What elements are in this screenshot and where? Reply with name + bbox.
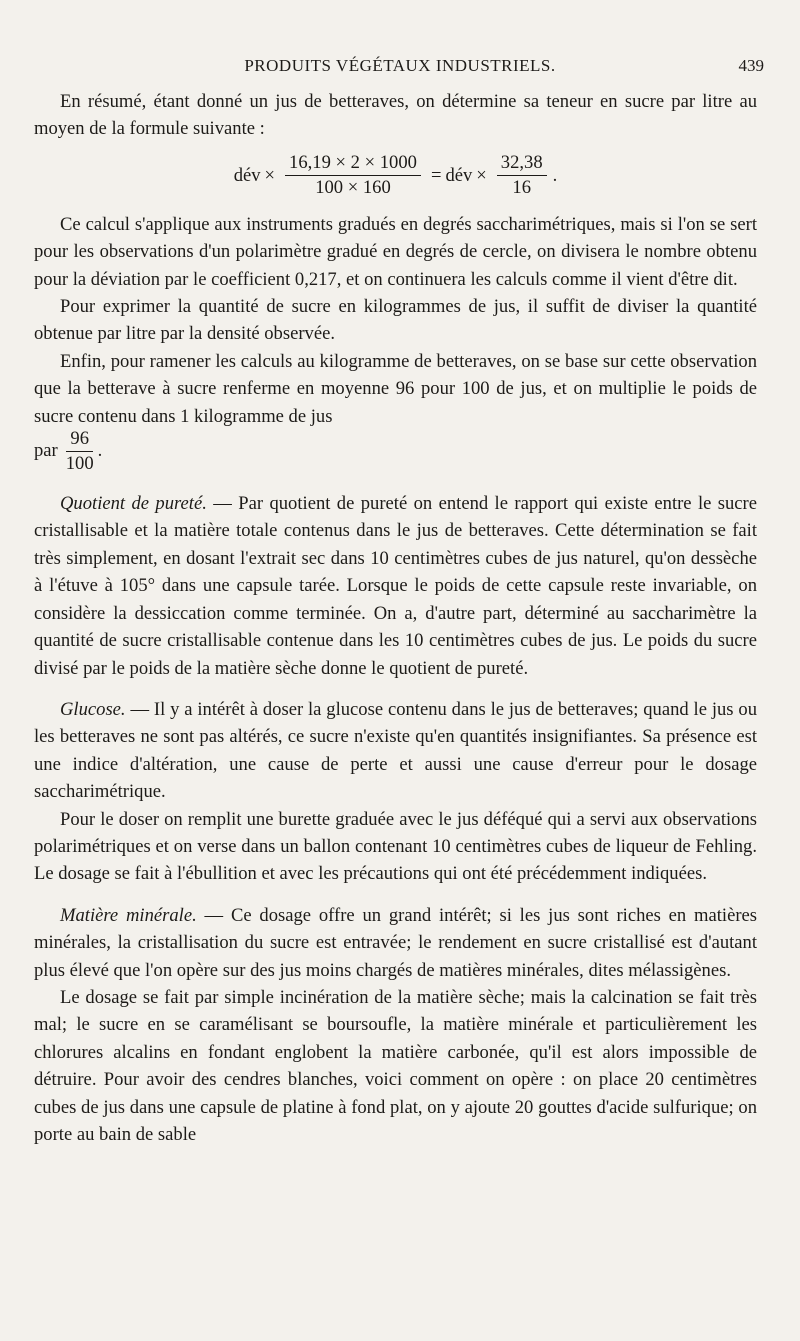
text-mineral: — Ce dosage offre un grand intérêt; si les jus sont riches en matières minérales, la cristallisation du sucre est entravée; le rendement en sucre cristallisé est d'autant plus élevé que l'on opère sur des jus moins chargés de matières minérales, dites mélassigènes. — [34, 904, 758, 981]
paragraph-beet-ratio: Enfin, pour ramener les calculs au kilogramme de betteraves, on se base sur cette observation que la betterave à sucre renferme en moyenne 96 pour 100 de jus, et on multiplie le poids de sucre contenu dans 1 kilogramme de jus — [34, 350, 757, 427]
text-glucose: — Il y a intérêt à doser la glucose contenu dans le jus de betteraves; quand le jus ou les betteraves ne sont pas altérés, ce sucre n'existe qu'en quantités insignifiantes. Sa présence est une indice d'altération, une cause de perte et aussi une cause d'erreur pour le dosage saccharimétrique. — [34, 698, 757, 803]
formula-dev-2: dév — [445, 165, 473, 187]
formula-fraction-1 — [285, 152, 421, 199]
formula-numerator-2: 32,38 — [497, 152, 547, 176]
formula-dev-1: dév — [233, 165, 261, 187]
body-text — [34, 88, 757, 1148]
paragraph-incineration: Le dosage se fait par simple incinération de la matière sèche; mais la calcination se fait très mal; le sucre en se caramélisant se boursoufle, la matière minérale et particulièrement les chlorures alcalins en fondant englobent la matière carbonée, qu'il est alors impossible de détruire. Pour avoir des cendres blanches, voici comment on opère : on place 20 centimètres cubes de jus dans une capsule de platine à fond plat, on y ajoute 20 gouttes d'acide sulfurique; on porte au bain de sable — [34, 986, 757, 1145]
fraction-96-100 — [62, 428, 98, 475]
formula-times-2: × — [476, 165, 487, 187]
paragraph-summary: En résumé, étant donné un jus de betteraves, on détermine sa teneur en sucre par litre au moyen de la formule suivante : — [34, 91, 757, 140]
paragraph-purity — [34, 490, 757, 682]
page-number: 439 — [738, 56, 764, 75]
fraction-prefix: par — [34, 440, 58, 462]
formula-equals: = — [430, 165, 442, 187]
heading-purity: Quotient de pureté. — [60, 493, 207, 515]
formula-denominator-1: 100 × 160 — [315, 177, 391, 199]
paragraph-kilograms: Pour exprimer la quantité de sucre en kilogrammes de jus, il suffit de diviser la quantité obtenue par litre par la densité observée. — [34, 296, 757, 345]
fraction-denominator: 100 — [65, 452, 94, 474]
paragraph-mineral — [34, 902, 757, 984]
page-header — [36, 56, 764, 82]
paragraph-calculation: Ce calcul s'applique aux instruments gradués en degrés saccharimétriques, mais si l'on se sert pour les observations d'un polarimètre gradué en degrés de cercle, on divisera le nombre obtenu pour la déviation par le coefficient 0,217, et on continuera les calculs comme il vient d'être dit. — [34, 213, 757, 290]
fraction-line — [34, 426, 757, 476]
formula-times-1: × — [264, 165, 276, 187]
heading-mineral: Matière minérale. — [60, 904, 197, 926]
running-title: PRODUITS VÉGÉTAUX INDUSTRIELS. — [244, 56, 556, 75]
fraction-numerator: 96 — [66, 428, 93, 452]
formula-numerator-1: 16,19 × 2 × 1000 — [285, 152, 421, 176]
text-purity: — Par quotient de pureté on entend le rapport qui existe entre le sucre cristallisable et la matière totale contenus dans le jus de betteraves. Cette détermination se fait très simplement, en dosant l'extrait sec dans 10 centimètres cubes de jus naturel, qu'on dessèche à l'étuve à 105° dans une capsule tarée. Lorsque le poids de cette capsule reste invariable, on considère la dessiccation comme terminée. On a, d'autre part, déterminé au saccharimètre la quantité de sucre cristallisable contenue dans les 10 centimètres cubes de jus. Le poids du sucre divisé par le poids de la matière sèche donne le quotient de pureté. — [34, 493, 757, 679]
formula-denominator-2: 16 — [512, 177, 532, 199]
formula-fraction-2 — [497, 152, 547, 199]
formula-period: . — [552, 165, 558, 187]
paragraph-glucose-dosing: Pour le doser on remplit une burette graduée avec le jus déféqué qui a servi aux observations polarimétriques et on verse dans un ballon contenant 10 centimètres cubes de liqueur de Fehling. Le dosage se fait à l'ébullition et avec les précautions qui ont été précédemment indiquées. — [34, 808, 757, 885]
fraction-period: . — [97, 440, 103, 462]
sugar-formula — [34, 147, 757, 205]
heading-glucose: Glucose. — [60, 698, 126, 720]
paragraph-glucose — [34, 696, 757, 806]
